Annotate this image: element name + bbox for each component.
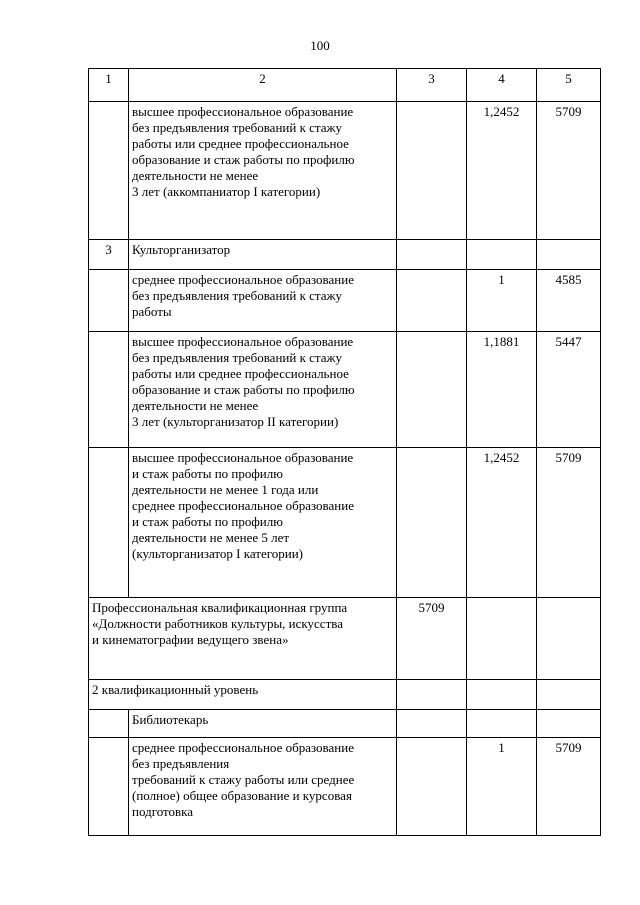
text-line: высшее профессиональное образование — [132, 104, 354, 119]
table-row — [89, 102, 601, 240]
table-row — [89, 680, 601, 710]
text-line: без предъявления требований к стажу — [132, 288, 343, 303]
text-line: среднее профессиональное образование — [132, 498, 354, 513]
requirements-cell — [129, 738, 397, 836]
requirements-cell — [129, 448, 397, 598]
coefficient-cell: 1,2452 — [467, 102, 537, 240]
salary-cell: 5447 — [537, 332, 601, 448]
text-line: и стаж работы по профилю — [132, 514, 283, 529]
table-row — [89, 240, 601, 270]
number-cell — [89, 332, 129, 448]
position-title-cell: Библиотекарь — [129, 710, 397, 738]
header-cell: 2 — [129, 69, 397, 102]
number-cell: 3 — [89, 240, 129, 270]
text-line: работы или среднее профессиональное — [132, 366, 349, 381]
requirements-cell — [129, 332, 397, 448]
text-line: деятельности не менее — [132, 168, 259, 183]
table-row — [89, 710, 601, 738]
empty-cell — [467, 240, 537, 270]
number-cell — [89, 270, 129, 332]
table-row — [89, 598, 601, 680]
requirements-cell — [129, 102, 397, 240]
coefficient-cell: 1 — [467, 270, 537, 332]
header-cell: 5 — [537, 69, 601, 102]
base-salary-cell — [397, 738, 467, 836]
text-line: работы — [132, 304, 172, 319]
text-line: образование и стаж работы по профилю — [132, 382, 355, 397]
text-line: (полное) общее образование и курсовая — [132, 788, 352, 803]
text-line: образование и стаж работы по профилю — [132, 152, 355, 167]
page-number: 100 — [310, 38, 330, 53]
salary-cell: 5709 — [537, 448, 601, 598]
coefficient-cell: 1,2452 — [467, 448, 537, 598]
empty-cell — [467, 710, 537, 738]
qualification-group-cell — [89, 598, 397, 680]
table-row — [89, 332, 601, 448]
empty-cell — [397, 710, 467, 738]
empty-cell — [537, 710, 601, 738]
header-cell: 3 — [397, 69, 467, 102]
empty-cell — [397, 240, 467, 270]
text-line: 3 лет (культорганизатор II категории) — [132, 414, 339, 429]
number-cell — [89, 102, 129, 240]
salary-cell: 4585 — [537, 270, 601, 332]
salary-cell: 5709 — [537, 102, 601, 240]
text-line: без предъявления требований к стажу — [132, 120, 343, 135]
text-line: требований к стажу работы или среднее — [132, 772, 355, 787]
base-salary-cell — [397, 270, 467, 332]
number-cell — [89, 448, 129, 598]
base-salary-cell — [397, 332, 467, 448]
text-line: Профессиональная квалификационная группа — [92, 600, 348, 615]
qualification-level-cell: 2 квалификационный уровень — [89, 680, 397, 710]
text-line: деятельности не менее 1 года или — [132, 482, 319, 497]
text-line: работы или среднее профессиональное — [132, 136, 349, 151]
text-line: подготовка — [132, 804, 194, 819]
position-title-cell: Культорганизатор — [129, 240, 397, 270]
text-line: и стаж работы по профилю — [132, 466, 283, 481]
salary-cell: 5709 — [537, 738, 601, 836]
text-line: без предъявления — [132, 756, 230, 771]
table-row — [89, 448, 601, 598]
header-cell: 4 — [467, 69, 537, 102]
empty-cell — [467, 680, 537, 710]
empty-cell — [537, 240, 601, 270]
text-line: высшее профессиональное образование — [132, 450, 354, 465]
base-salary-cell — [397, 448, 467, 598]
text-line: без предъявления требований к стажу — [132, 350, 343, 365]
table-header-row — [89, 69, 601, 102]
table-row — [89, 738, 601, 836]
text-line: и кинематографии ведущего звена» — [92, 632, 289, 647]
number-cell — [89, 710, 129, 738]
salary-table — [88, 68, 601, 836]
base-salary-cell: 5709 — [397, 598, 467, 680]
number-cell — [89, 738, 129, 836]
text-line: деятельности не менее — [132, 398, 259, 413]
requirements-cell — [129, 270, 397, 332]
text-line: (культорганизатор I категории) — [132, 546, 303, 561]
text-line: высшее профессиональное образование — [132, 334, 354, 349]
text-line: 3 лет (аккомпаниатор I категории) — [132, 184, 321, 199]
text-line: среднее профессиональное образование — [132, 272, 354, 287]
text-line: «Должности работников культуры, искусства — [92, 616, 343, 631]
header-cell: 1 — [89, 69, 129, 102]
table-row — [89, 270, 601, 332]
empty-cell — [537, 680, 601, 710]
empty-cell — [397, 680, 467, 710]
coefficient-cell: 1 — [467, 738, 537, 836]
empty-cell — [467, 598, 537, 680]
text-line: среднее профессиональное образование — [132, 740, 354, 755]
empty-cell — [537, 598, 601, 680]
text-line: деятельности не менее 5 лет — [132, 530, 290, 545]
coefficient-cell: 1,1881 — [467, 332, 537, 448]
base-salary-cell — [397, 102, 467, 240]
